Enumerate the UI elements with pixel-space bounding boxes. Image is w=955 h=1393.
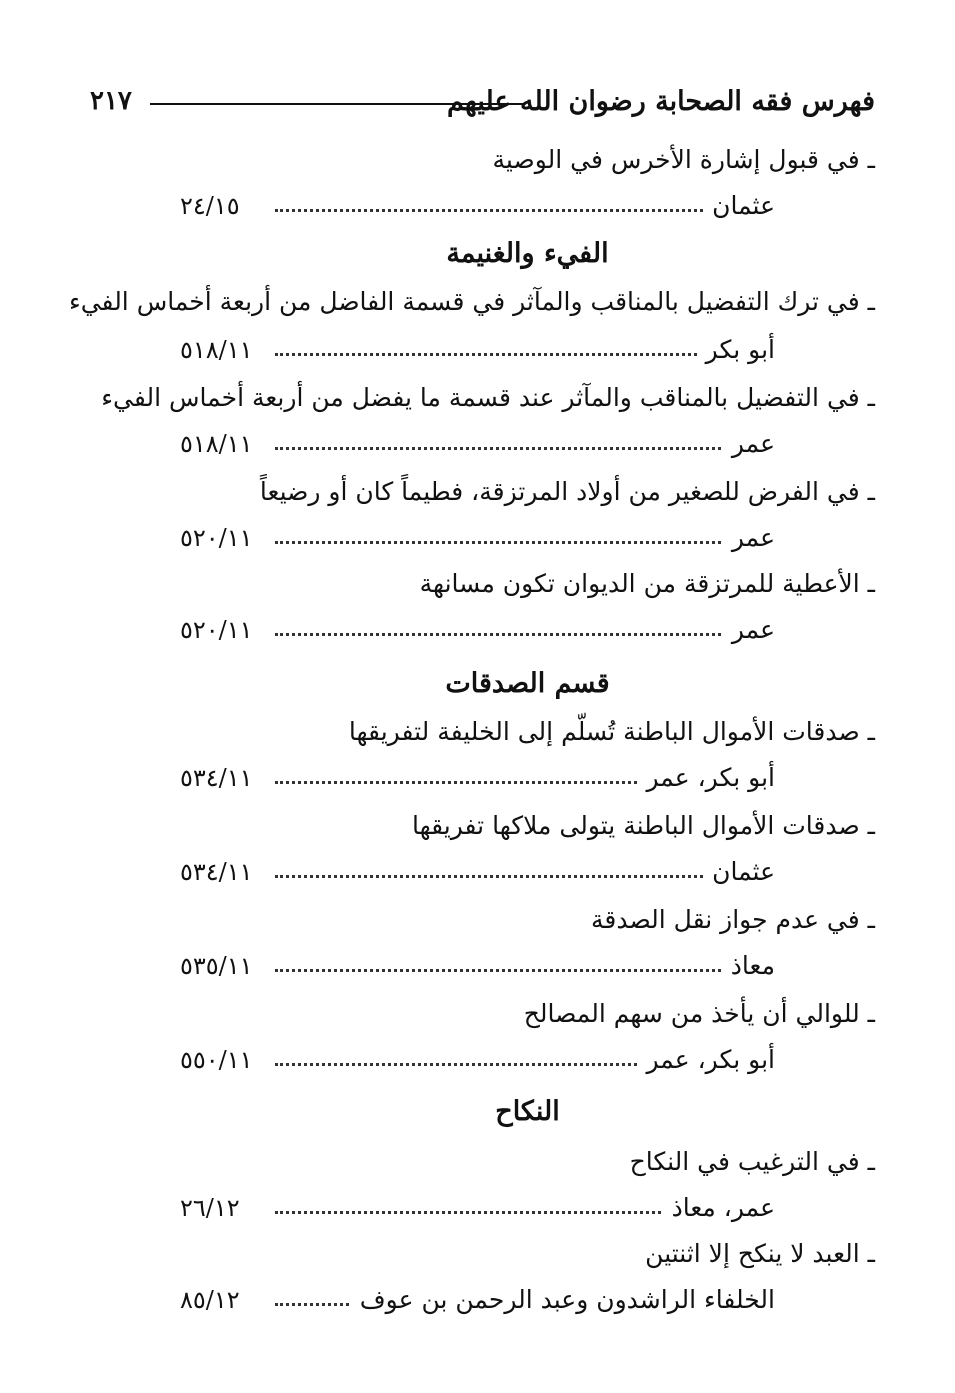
reference-row bbox=[180, 1188, 775, 1228]
topic-line: ـ صدقات الأموال الباطنة يتولى ملاكها تفريقها bbox=[411, 811, 875, 840]
topic-line: ـ في التفضيل بالمناقب والمآثر عند قسمة ما يفضل من أربعة أخماس الفيء bbox=[101, 383, 875, 412]
volume-page-citation: ٥٢٠/١١ bbox=[180, 610, 259, 650]
companion-names: عثمان bbox=[704, 852, 775, 892]
topic-line: ـ في عدم جواز نقل الصدقة bbox=[590, 905, 875, 934]
companion-names: عمر، معاذ bbox=[664, 1188, 775, 1228]
leader-dots bbox=[275, 209, 775, 212]
topic-line: ـ العبد لا ينكح إلا اثنتين bbox=[645, 1239, 875, 1268]
companion-names: الخلفاء الراشدون وعبد الرحمن بن عوف bbox=[352, 1280, 775, 1320]
volume-page-citation: ٢٤/١٥ bbox=[180, 186, 246, 226]
reference-row bbox=[180, 330, 775, 370]
volume-page-citation: ٨٥/١٢ bbox=[180, 1280, 246, 1320]
reference-row bbox=[180, 852, 775, 892]
volume-page-citation: ٥٣٤/١١ bbox=[180, 758, 259, 798]
section-heading: النكاح bbox=[495, 1096, 560, 1127]
topic-line: ـ في قبول إشارة الأخرس في الوصية bbox=[492, 145, 875, 174]
leader-dots bbox=[275, 875, 775, 878]
reference-row bbox=[180, 518, 775, 558]
topic-line: ـ للوالي أن يأخذ من سهم المصالح bbox=[523, 999, 875, 1028]
reference-row bbox=[180, 424, 775, 464]
companion-names: أبو بكر bbox=[698, 330, 775, 370]
companion-names: عثمان bbox=[704, 186, 775, 226]
companion-names: عمر bbox=[724, 518, 775, 558]
topic-line: ـ الأعطية للمرتزقة من الديوان تكون مسانهة bbox=[419, 569, 875, 598]
reference-row bbox=[180, 1040, 775, 1080]
companion-names: أبو بكر، عمر bbox=[638, 1040, 775, 1080]
companion-names: معاذ bbox=[723, 946, 775, 986]
reference-row bbox=[180, 758, 775, 798]
topic-line: ـ في الترغيب في النكاح bbox=[629, 1147, 875, 1176]
page-header bbox=[90, 84, 875, 124]
companion-names: عمر bbox=[724, 424, 775, 464]
volume-page-citation: ٥١٨/١١ bbox=[180, 424, 259, 464]
reference-row bbox=[180, 610, 775, 650]
leader-dots bbox=[275, 447, 775, 450]
topic-line: ـ صدقات الأموال الباطنة تُسلّم إلى الخليفة لتفريقها bbox=[348, 717, 875, 746]
header-rule bbox=[150, 103, 525, 105]
volume-page-citation: ٥٢٠/١١ bbox=[180, 518, 259, 558]
volume-page-citation: ٢٦/١٢ bbox=[180, 1188, 246, 1228]
volume-page-citation: ٥١٨/١١ bbox=[180, 330, 259, 370]
leader-dots bbox=[275, 541, 775, 544]
reference-row bbox=[180, 186, 775, 226]
reference-row bbox=[180, 1280, 775, 1320]
section-heading: الفيء والغنيمة bbox=[446, 238, 609, 269]
header-title: فهرس فقه الصحابة رضوان الله عليهم bbox=[446, 86, 875, 117]
companion-names: أبو بكر، عمر bbox=[638, 758, 775, 798]
leader-dots bbox=[275, 633, 775, 636]
volume-page-citation: ٥٣٤/١١ bbox=[180, 852, 259, 892]
page-number: ٢١٧ bbox=[90, 86, 132, 116]
companion-names: عمر bbox=[724, 610, 775, 650]
volume-page-citation: ٥٥٠/١١ bbox=[180, 1040, 259, 1080]
section-heading: قسم الصدقات bbox=[445, 668, 610, 699]
volume-page-citation: ٥٣٥/١١ bbox=[180, 946, 259, 986]
topic-line: ـ في ترك التفضيل بالمناقب والمآثر في قسمة الفاضل من أربعة أخماس الفيء bbox=[68, 287, 875, 316]
topic-line: ـ في الفرض للصغير من أولاد المرتزقة، فطيماً كان أو رضيعاً bbox=[259, 477, 875, 506]
reference-row bbox=[180, 946, 775, 986]
leader-dots bbox=[275, 969, 775, 972]
